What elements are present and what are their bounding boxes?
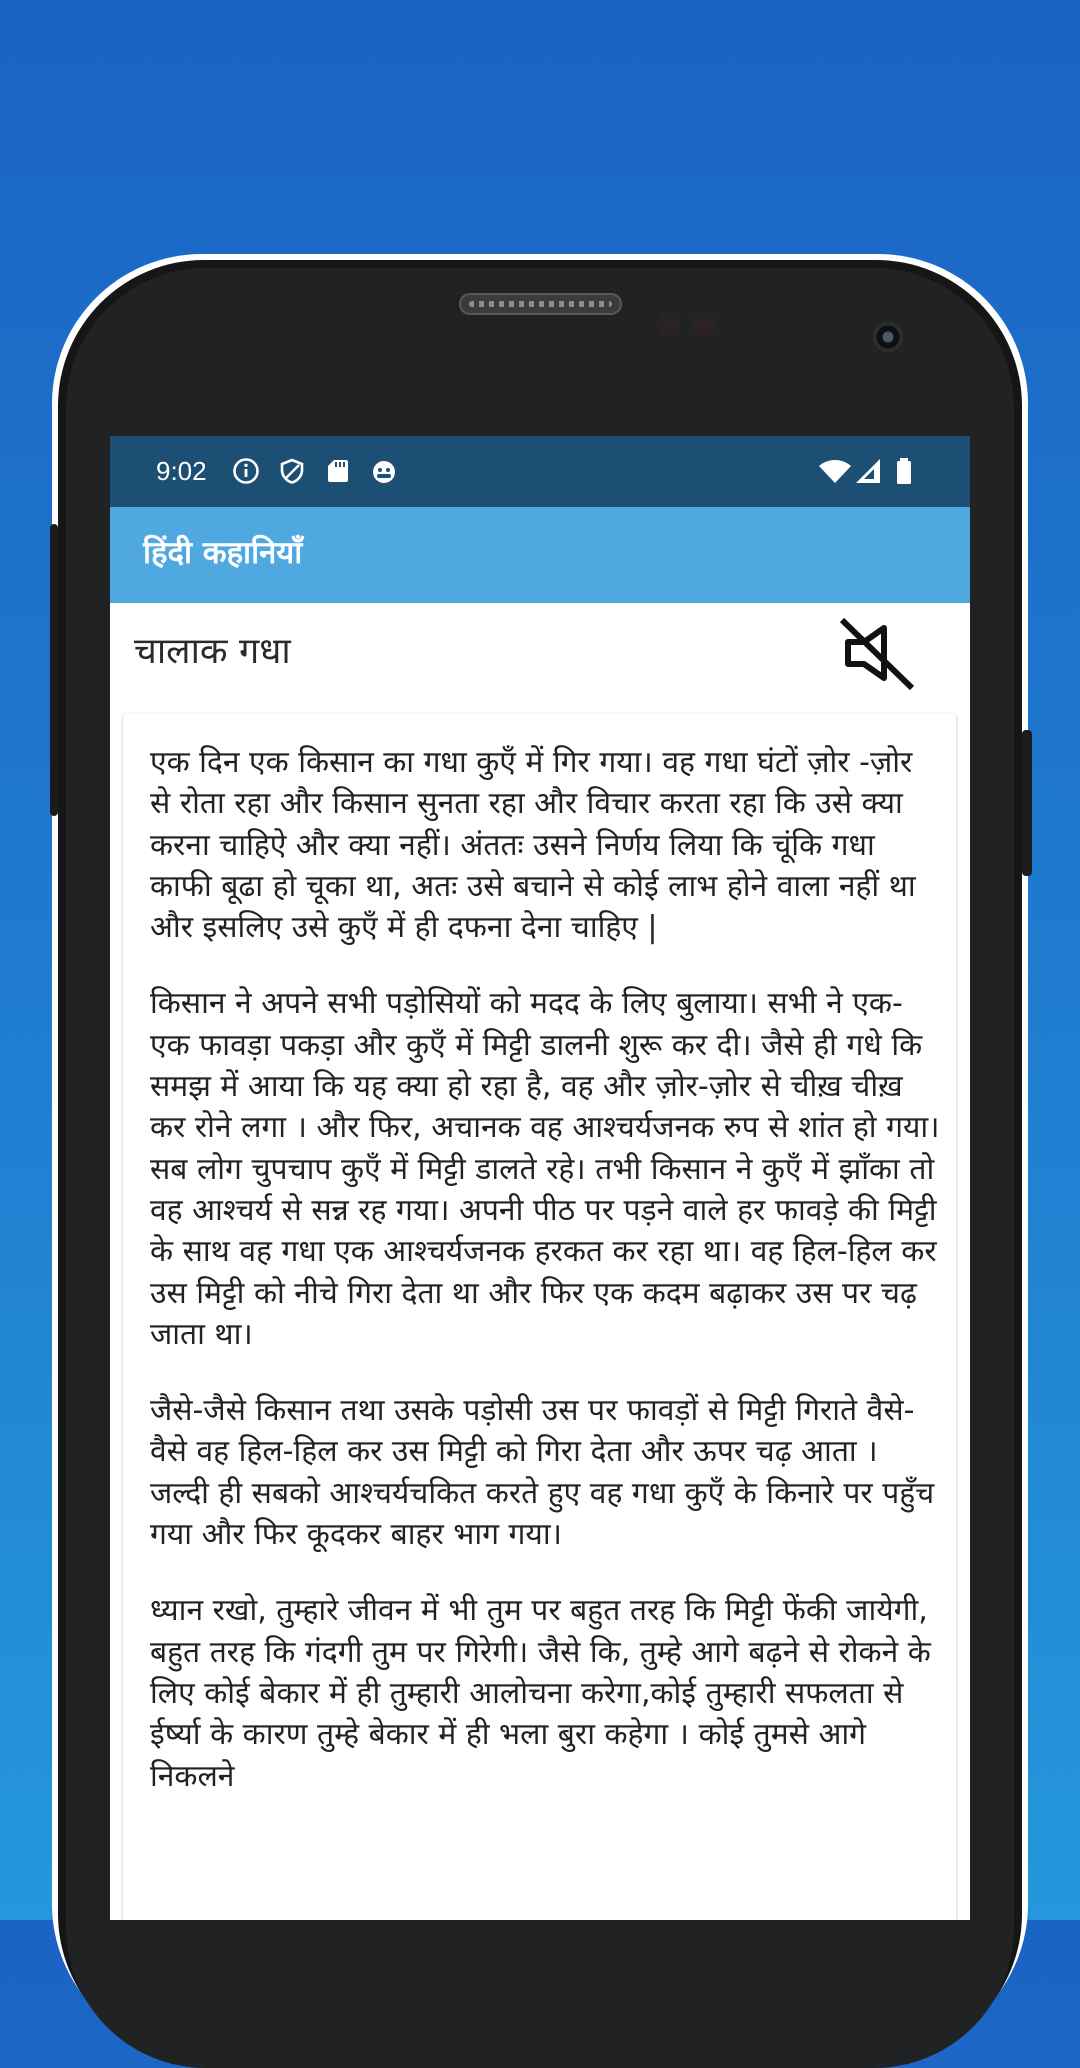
android-head-icon bbox=[370, 457, 398, 485]
shield-icon bbox=[278, 457, 306, 485]
proximity-sensor bbox=[657, 312, 681, 336]
story-body bbox=[150, 742, 940, 1832]
story-paragraph-4: ध्यान रखो, तुम्हारे जीवन में भी तुम पर बहुत तरह कि मिट्टी फेंकी जायेगी, बहुत तरह कि गंदगी तुम पर गिरेगी। जैसे कि, तुम्हे आगे बढ़ने से रोकने के लिए कोई बेकार में ही तुम्हारी आलोचना करेगा,कोई तुम्हारी सफलता से ईर्ष्या के कारण तुम्हे बेकार में ही भला बुरा कहेगा । कोई तुमसे आगे निकलने bbox=[150, 1593, 931, 1794]
phone-side-button-right bbox=[1022, 730, 1032, 876]
app-title: हिंदी कहानियाँ bbox=[143, 535, 303, 571]
story-paragraph-1: एक दिन एक किसान का गधा कुएँ में गिर गया। वह गधा घंटों ज़ोर -ज़ोर से रोता रहा और किसान सुनता रहा और विचार करता रहा कि उसे क्या करना चाहिऐ और क्या नहीं। अंततः उसने निर्णय लिया कि चूंकि गधा काफी बूढा हो चूका था, अतः उसे बचाने से कोई लाभ होने वाला नहीं था और इसलिए उसे कुएँ में ही दफना देना चाहिए | bbox=[150, 745, 916, 946]
battery-icon bbox=[890, 457, 918, 485]
sd-card-icon bbox=[324, 457, 352, 485]
wifi-icon bbox=[818, 457, 852, 485]
light-sensor bbox=[692, 312, 716, 336]
story-paragraph-3: जैसे-जैसे किसान तथा उसके पड़ोसी उस पर फावड़ों से मिट्टी गिराते वैसे-वैसे वह हिल-हिल कर उस मिट्टी को गिरा देता और ऊपर चढ़ आता । जल्दी ही सबको आश्चर्यचकित करते हुए वह गधा कुएँ के किनारे पर पहुँच गया और फिर कूदकर बाहर भाग गया। bbox=[150, 1393, 935, 1553]
story-title: चालाक गधा bbox=[134, 631, 291, 672]
mute-button[interactable] bbox=[834, 616, 918, 692]
status-bar bbox=[110, 436, 970, 507]
front-camera-icon bbox=[873, 322, 903, 352]
earpiece-speaker bbox=[459, 293, 622, 315]
story-card bbox=[123, 714, 956, 1920]
phone-side-button-left bbox=[50, 524, 58, 816]
volume-off-icon bbox=[834, 616, 918, 692]
story-paragraph-2: किसान ने अपने सभी पड़ोसियों को मदद के लिए बुलाया। सभी ने एक-एक फावड़ा पकड़ा और कुएँ में मिट्टी डालनी शुरू कर दी। जैसे ही गधे कि समझ में आया कि यह क्या हो रहा है, वह और ज़ोर-ज़ोर से चीख़ चीख़ कर रोने लगा । और फिर, अचानक वह आश्चर्यजनक रुप से शांत हो गया। सब लोग चुपचाप कुएँ में मिट्टी डालते रहे। तभी किसान ने कुएँ में झाँका तो वह आश्चर्य से सन्न रह गया। अपनी पीठ पर पड़ने वाले हर फावड़े की मिट्टी के साथ वह गधा एक आश्चर्यजनक हरकत कर रहा था। वह हिल-हिल कर उस मिट्टी को नीचे गिरा देता था और फिर एक कदम बढ़ाकर उस पर चढ़ जाता था। bbox=[150, 986, 940, 1352]
signal-icon bbox=[854, 457, 882, 485]
phone-screen bbox=[110, 436, 970, 1920]
app-bar bbox=[110, 507, 970, 603]
info-icon bbox=[232, 457, 260, 485]
status-time: 9:02 bbox=[156, 456, 207, 486]
